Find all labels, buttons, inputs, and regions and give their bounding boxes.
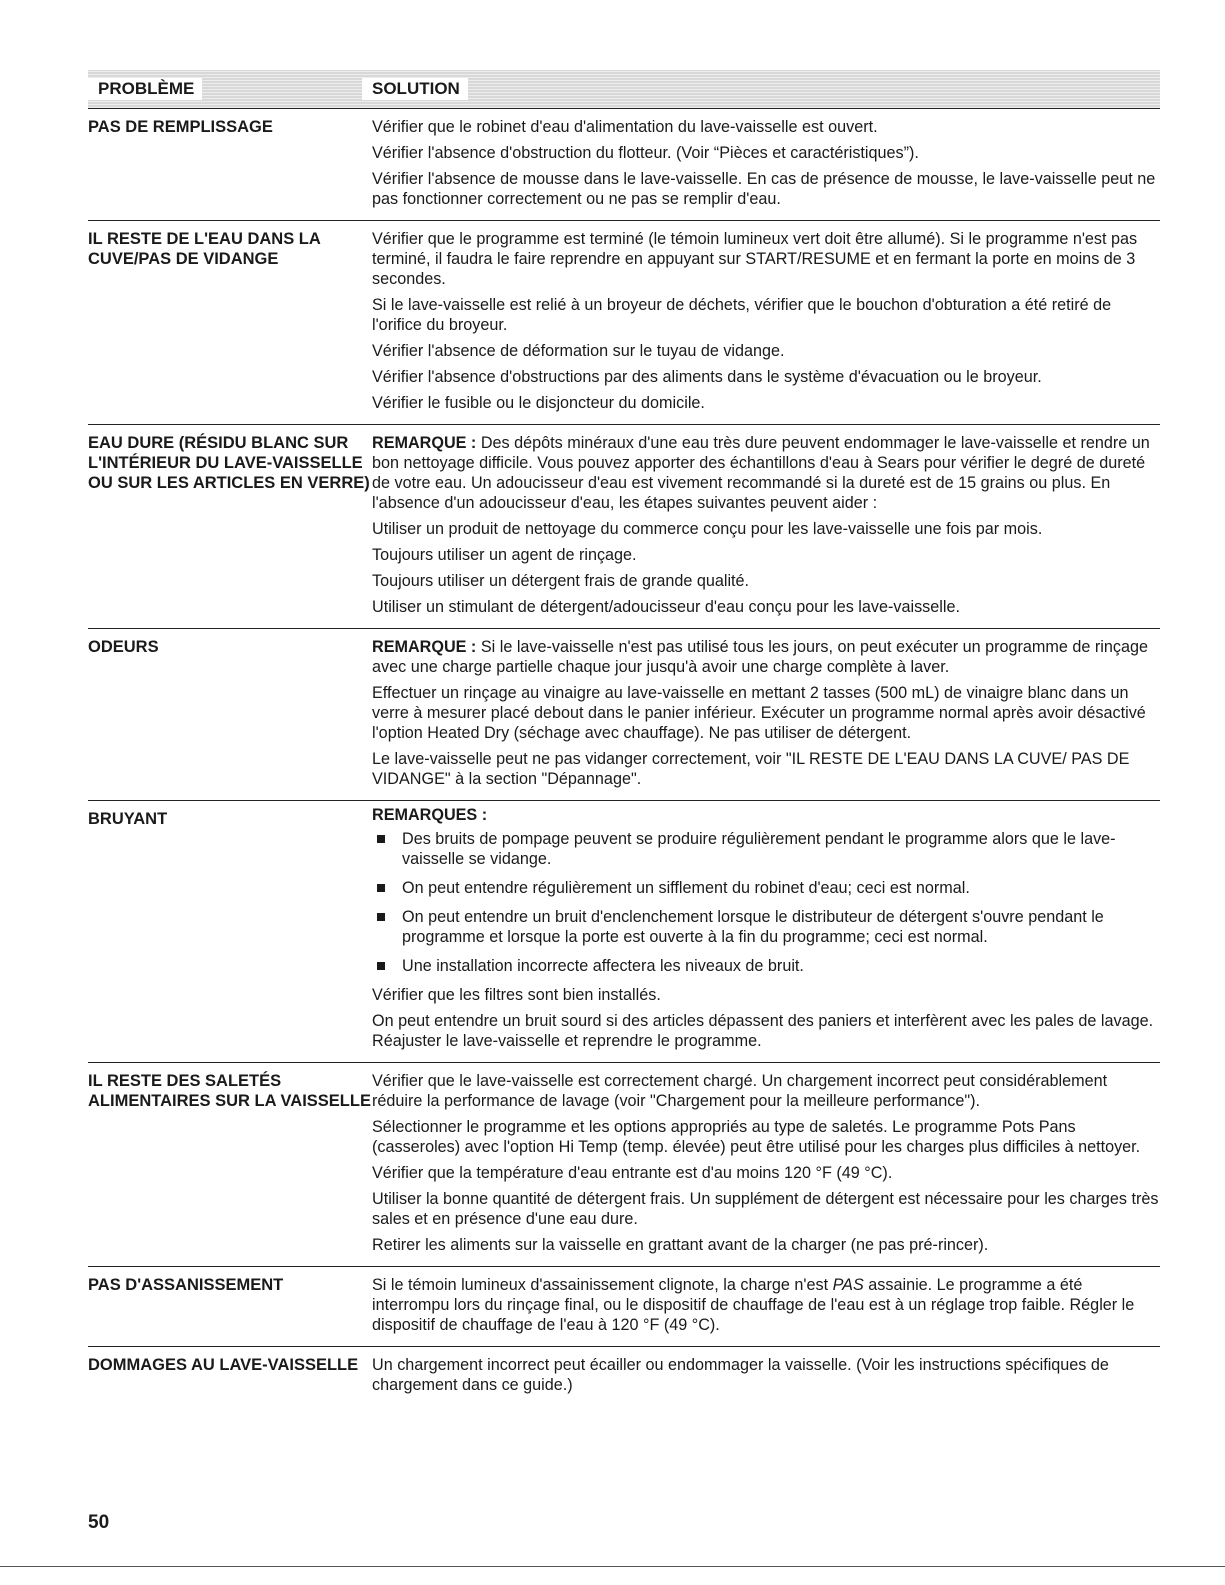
solution-cell: [372, 113, 1160, 215]
solution-text: Vérifier le fusible ou le disjoncteur du domicile.: [372, 394, 705, 412]
solution-cell: [372, 633, 1160, 795]
solution-cell: [372, 225, 1160, 419]
sanit-text-before: Si le témoin lumineux d'assainissement clignote, la charge n'est: [372, 1276, 833, 1294]
solution-text: Vérifier l'absence de mousse dans le lave-vaisselle. En cas de présence de mousse, le lave-vaisselle peut ne pas fonctionner correctement ou ne pas se remplir d'eau.: [372, 170, 1156, 208]
page-number: 50: [88, 1512, 110, 1533]
bullet-item: Des bruits de pompage peuvent se produire régulièrement pendant le programme alors que le lave-vaisselle se vidange.: [372, 829, 1160, 869]
table-row: [88, 1267, 1160, 1347]
footer-divider: [0, 1566, 1225, 1567]
bullet-item: On peut entendre un bruit d'enclenchement lorsque le distributeur de détergent s'ouvre pendant le programme et lorsque la porte est ouverte à la fin du programme; ceci est normal.: [372, 907, 1160, 947]
problem-label: IL RESTE DE L'EAU DANS LA CUVE/PAS DE VIDANGE: [88, 230, 321, 268]
table-row: [88, 1063, 1160, 1267]
header-problem: PROBLÈME: [88, 78, 202, 100]
solution-text: Toujours utiliser un agent de rinçage.: [372, 546, 637, 564]
note-label: REMARQUE :: [372, 434, 477, 452]
solution-text: [372, 1275, 1160, 1335]
remarks-list: [372, 829, 1160, 976]
solution-cell: [372, 429, 1160, 623]
problem-label: ODEURS: [88, 638, 159, 656]
note-text: Des dépôts minéraux d'une eau très dure peuvent endommager le lave-vaisselle et rendre un bon nettoyage difficile. Vous pouvez apporter des échantillons d'eau à Sears pour vérifier le degré de dureté de votre eau. Un adoucisseur d'eau est vivement recommandé si la dureté est de 15 grains ou plus. En l'absence d'un adoucisseur d'eau, les étapes suivantes peuvent aider :: [372, 434, 1150, 512]
note-paragraph: [372, 433, 1160, 513]
problem-label: PAS D'ASSANISSEMENT: [88, 1276, 284, 1294]
solution-text: Vérifier que la température d'eau entrante est d'au moins 120 °F (49 °C).: [372, 1164, 893, 1182]
bullet-item: On peut entendre régulièrement un sifflement du robinet d'eau; ceci est normal.: [372, 878, 1160, 898]
solution-text: Retirer les aliments sur la vaisselle en grattant avant de la charger (ne pas pré-rincer).: [372, 1236, 989, 1254]
sanit-text-after: assainie. Le programme a été interrompu lors du rinçage final, ou le dispositif de chauffage de l'eau est à un réglage trop faible. Régler le dispositif de chauffage de l'eau à 120 °F (49 °C).: [372, 1276, 1135, 1334]
table-row: [88, 1347, 1160, 1406]
solution-text: Effectuer un rinçage au vinaigre au lave-vaisselle en mettant 2 tasses (500 mL) de vinaigre blanc dans un verre à mesurer placé debout dans le panier inférieur. Exécuter un programme normal après avoir désactivé l'option Heated Dry (séchage avec chauffage). Ne pas utiliser de détergent.: [372, 684, 1146, 742]
note-text: Si le lave-vaisselle n'est pas utilisé tous les jours, on peut exécuter un programme de rinçage avec une charge partielle chaque jour jusqu'à avoir une charge complète à laver.: [372, 638, 1148, 676]
solution-text: Utiliser un produit de nettoyage du commerce conçu pour les lave-vaisselle une fois par mois.: [372, 520, 1043, 538]
sanit-emphasis: PAS: [832, 1276, 864, 1294]
solution-cell: [372, 805, 1160, 1057]
solution-text: Vérifier que le programme est terminé (le témoin lumineux vert doit être allumé). Si le programme n'est pas terminé, il faudra le faire reprendre en appuyant sur START/RESUME et en fermant la porte en moins de 3 secondes.: [372, 230, 1138, 288]
solution-text: Vérifier l'absence de déformation sur le tuyau de vidange.: [372, 342, 785, 360]
header-solution: SOLUTION: [362, 78, 468, 100]
solution-cell: [372, 1271, 1160, 1341]
table-row: [88, 801, 1160, 1063]
solution-text: Utiliser un stimulant de détergent/adoucisseur d'eau conçu pour les lave-vaisselle.: [372, 598, 960, 616]
solution-text: Vérifier que le lave-vaisselle est correctement chargé. Un chargement incorrect peut considérablement réduire la performance de lavage (voir "Chargement pour la meilleure performance").: [372, 1072, 1108, 1110]
solution-text: Le lave-vaisselle peut ne pas vidanger correctement, voir "IL RESTE DE L'EAU DANS LA CUVE/ PAS DE VIDANGE" à la section "Dépannage".: [372, 750, 1130, 788]
solution-text: Un chargement incorrect peut écailler ou endommager la vaisselle. (Voir les instructions spécifiques de chargement dans ce guide.): [372, 1356, 1109, 1394]
solution-text: Si le lave-vaisselle est relié à un broyeur de déchets, vérifier que le bouchon d'obturation a été retiré de l'orifice du broyeur.: [372, 296, 1112, 334]
solution-text: Vérifier l'absence d'obstruction du flotteur. (Voir “Pièces et caractéristiques”).: [372, 144, 919, 162]
solution-text: Vérifier que les filtres sont bien installés.: [372, 986, 661, 1004]
problem-label: PAS DE REMPLISSAGE: [88, 118, 273, 136]
note-paragraph: [372, 637, 1160, 677]
problem-label: DOMMAGES AU LAVE-VAISSELLE: [88, 1356, 359, 1374]
solution-text: Toujours utiliser un détergent frais de grande qualité.: [372, 572, 750, 590]
solution-text: Vérifier l'absence d'obstructions par des aliments dans le système d'évacuation ou le broyeur.: [372, 368, 1042, 386]
solution-text: Utiliser la bonne quantité de détergent frais. Un supplément de détergent est nécessaire pour les charges très sales et en présence d'une eau dure.: [372, 1190, 1159, 1228]
table-row: [88, 221, 1160, 425]
problem-label: IL RESTE DES SALETÉS ALIMENTAIRES SUR LA VAISSELLE: [88, 1072, 371, 1110]
remarks-label: REMARQUES :: [372, 806, 488, 824]
table-row: [88, 109, 1160, 221]
bullet-item: Une installation incorrecte affectera les niveaux de bruit.: [372, 956, 1160, 976]
table-row: [88, 425, 1160, 629]
solution-text: Sélectionner le programme et les options appropriés au type de saletés. Le programme Pots Pans (casseroles) avec l'option Hi Temp (temp. élevée) peut être utilisé pour les charges plus difficiles à nettoyer.: [372, 1118, 1141, 1156]
problem-label: BRUYANT: [88, 810, 168, 828]
solution-cell: [372, 1067, 1160, 1261]
note-label: REMARQUE :: [372, 638, 477, 656]
problem-label: EAU DURE (RÉSIDU BLANC SUR L'INTÉRIEUR DU LAVE-VAISSELLE OU SUR LES ARTICLES EN VERRE): [88, 434, 370, 492]
solution-cell: [372, 1351, 1160, 1401]
table-row: [88, 629, 1160, 801]
troubleshooting-table: [88, 70, 1160, 1406]
solution-text: On peut entendre un bruit sourd si des articles dépassent des paniers et interfèrent avec les pales de lavage. Réajuster le lave-vaisselle et reprendre le programme.: [372, 1012, 1154, 1050]
solution-text: Vérifier que le robinet d'eau d'alimentation du lave-vaisselle est ouvert.: [372, 118, 878, 136]
table-header: [88, 70, 1160, 109]
